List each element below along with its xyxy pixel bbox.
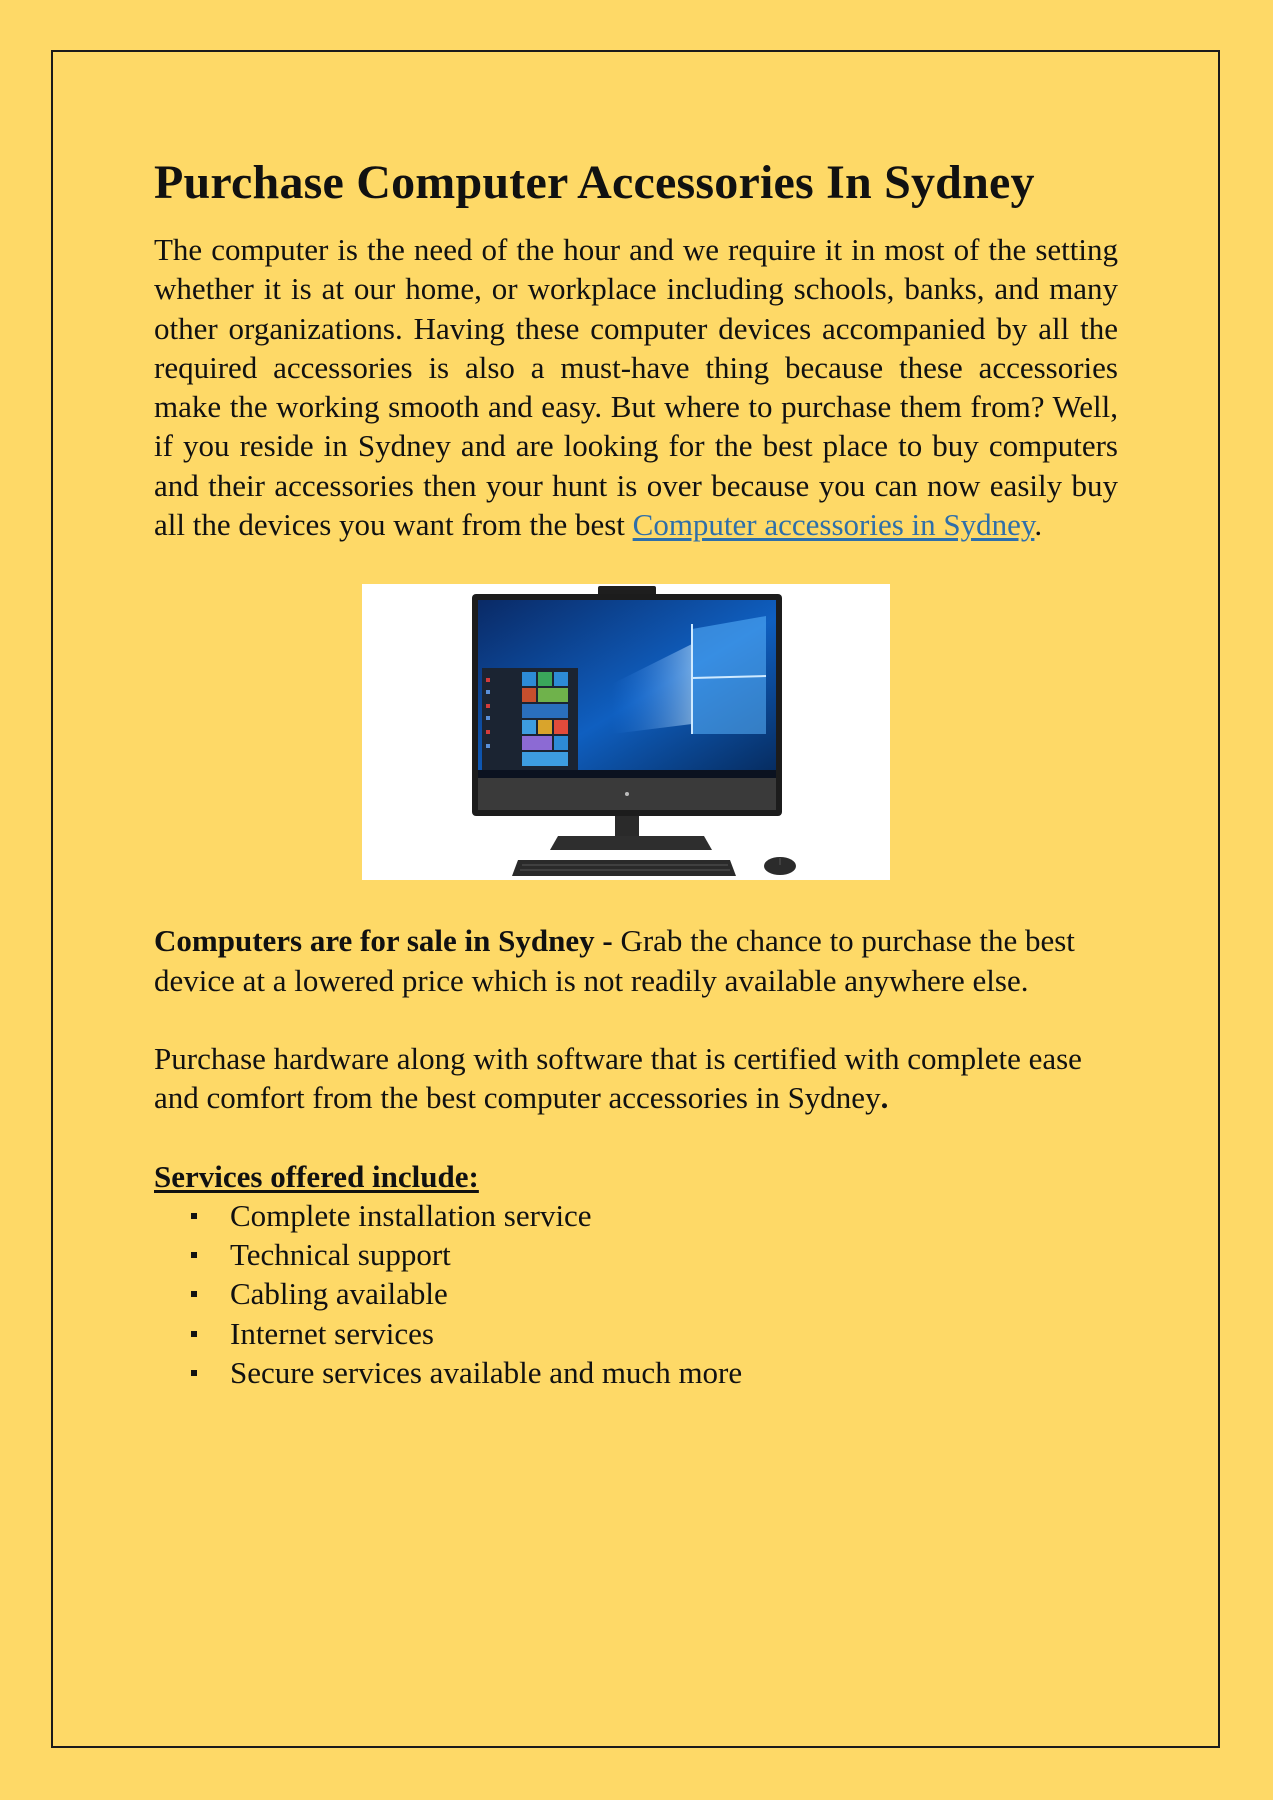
desktop-computer-image bbox=[362, 584, 890, 880]
square-bullet-icon bbox=[191, 1291, 197, 1297]
list-item bbox=[154, 1196, 1118, 1235]
computer-accessories-link[interactable]: Computer accessories in Sydney bbox=[632, 507, 1035, 543]
list-item bbox=[154, 1353, 1118, 1392]
document-content bbox=[154, 150, 1118, 1392]
list-item bbox=[154, 1274, 1118, 1313]
intro-period: . bbox=[1034, 507, 1043, 543]
hardware-paragraph bbox=[154, 1039, 1118, 1118]
intro-text: The computer is the need of the hour and we require it in most of the setting whether it is at our home, or workplace including schools, banks, and many other organizations. Having these computer devices accompanied by all the required accessories is also a must-have thing because these accessories make the working smooth and easy. But where to purchase them from? Well, if you reside in Sydney and are looking for the best place to buy computers and their accessories then your hunt is over because you can now easily buy all the devices you want from the best bbox=[154, 232, 1118, 543]
list-item bbox=[154, 1235, 1118, 1274]
list-item bbox=[154, 1314, 1118, 1353]
hardware-period: . bbox=[880, 1080, 889, 1116]
sale-heading: Computers are for sale in Sydney - bbox=[154, 923, 613, 959]
service-label: Cabling available bbox=[230, 1276, 448, 1312]
service-label: Complete installation service bbox=[230, 1197, 592, 1233]
sale-paragraph bbox=[154, 921, 1118, 1000]
square-bullet-icon bbox=[191, 1370, 197, 1376]
page-title: Purchase Computer Accessories In Sydney bbox=[154, 156, 1035, 209]
sale-text: Grab the chance to purchase the best device at a lowered price which is not readily available anywhere else. bbox=[154, 923, 1075, 998]
square-bullet-icon bbox=[191, 1252, 197, 1258]
square-bullet-icon bbox=[191, 1213, 197, 1219]
square-bullet-icon bbox=[191, 1331, 197, 1337]
services-heading: Services offered include: bbox=[154, 1158, 479, 1194]
service-label: Internet services bbox=[230, 1315, 434, 1351]
intro-paragraph bbox=[154, 230, 1118, 544]
services-list bbox=[154, 1196, 1118, 1392]
service-label: Secure services available and much more bbox=[230, 1355, 743, 1391]
service-label: Technical support bbox=[230, 1237, 451, 1273]
hardware-text: Purchase hardware along with software that is certified with complete ease and comfort from the best computer accessories in Sydney bbox=[154, 1040, 1082, 1116]
